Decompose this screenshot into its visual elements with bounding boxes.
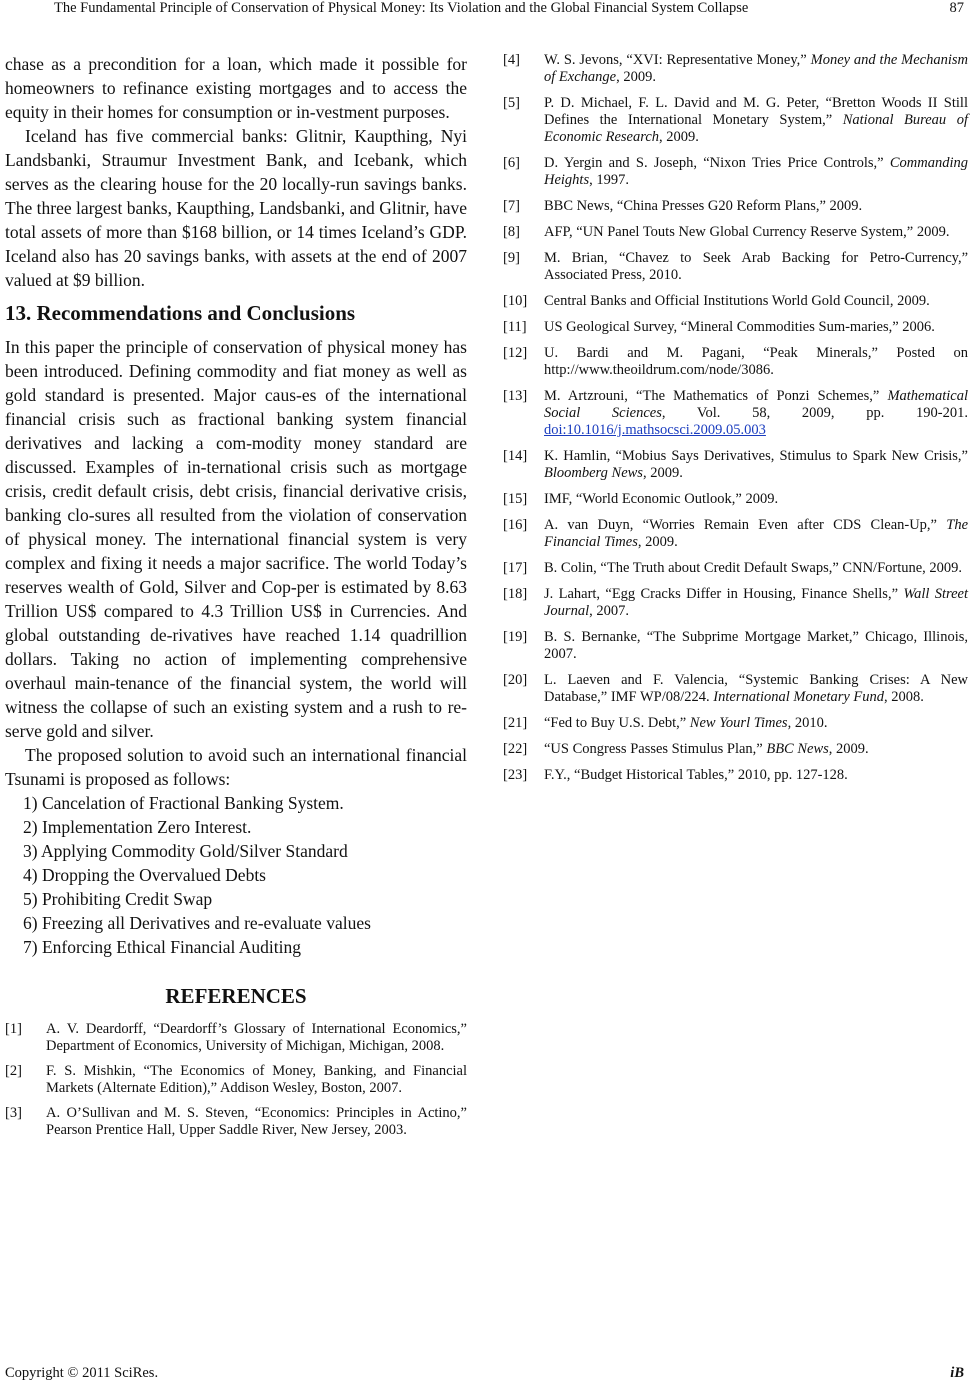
reference-text — [544, 345, 968, 379]
reference-item — [503, 198, 968, 215]
doi-link[interactable]: doi:10.1016/j.mathsocsci.2009.05.003 — [544, 422, 766, 438]
reference-text — [544, 52, 968, 86]
reference-segment: IMF, “World Economic Outlook,” 2009. — [544, 491, 779, 507]
reference-item — [5, 1105, 467, 1139]
reference-segment: , 2009. — [637, 534, 678, 550]
reference-item — [503, 629, 968, 663]
reference-segment: “Fed to Buy U.S. Debt,” — [544, 715, 690, 731]
recommendation-item: 6) Freezing all Derivatives and re-evaluate values — [23, 913, 371, 933]
reference-text — [544, 155, 968, 189]
reference-number: [14] — [503, 448, 528, 464]
journal-abbrev: iB — [950, 1365, 964, 1381]
reference-item — [503, 517, 968, 551]
reference-segment: , 2010. — [787, 715, 828, 731]
reference-item — [503, 491, 968, 508]
reference-source: Wall Street Journal — [544, 586, 968, 619]
body-paragraph: Iceland has five commercial banks: Glitnir, Kaupthing, Nyi Landsbanki, Straumur Investment Bank, and Icebank, which serves as the clearing house for the 20 locally-run savings banks. The three largest banks, Kaupthing, Landsbanki, and Glitnir, have total assets of more than $168 billion, or 14 times Iceland’s GDP. Iceland also has 20 savings banks, with assets at the end of 2007 valued at $9 billion. — [5, 126, 467, 290]
reference-item — [503, 345, 968, 379]
reference-item — [503, 52, 968, 86]
reference-segment: , 2009. — [642, 465, 683, 481]
reference-text — [46, 1105, 467, 1139]
reference-text — [544, 224, 968, 241]
reference-item — [503, 224, 968, 241]
reference-number: [2] — [5, 1063, 22, 1079]
reference-segment: W. S. Jevons, “XVI: Representative Money,” — [544, 52, 811, 68]
reference-number: [19] — [503, 629, 528, 645]
left-column — [5, 52, 467, 1147]
reference-number: [4] — [503, 52, 520, 68]
reference-item — [503, 715, 968, 732]
reference-number: [7] — [503, 198, 520, 214]
recommendation-item: 1) Cancelation of Fractional Banking System. — [23, 793, 344, 813]
recommendation-item: 5) Prohibiting Credit Swap — [23, 889, 213, 909]
reference-item — [503, 560, 968, 577]
reference-number: [16] — [503, 517, 528, 533]
reference-text — [544, 715, 968, 732]
reference-source: The Financial Times — [544, 517, 968, 550]
reference-number: [12] — [503, 345, 528, 361]
reference-item — [503, 95, 968, 146]
recommendation-item: 3) Applying Commodity Gold/Silver Standard — [23, 841, 348, 861]
reference-segment: K. Hamlin, “Mobius Says Derivatives, Stimulus to Spark New Crisis,” — [544, 448, 968, 464]
reference-number: [5] — [503, 95, 520, 111]
running-header — [0, 0, 975, 20]
reference-item — [503, 586, 968, 620]
reference-source: Bloomberg News — [544, 465, 643, 481]
references-list-right — [503, 52, 968, 784]
reference-segment: BBC News, “China Presses G20 Reform Plans,” 2009. — [544, 198, 863, 214]
references-list-left — [5, 1021, 467, 1139]
reference-text — [544, 741, 968, 758]
references-heading: REFERENCES — [165, 984, 307, 1008]
reference-segment: M. Artzrouni, “The Mathematics of Ponzi Schemes,” — [544, 388, 888, 404]
reference-text — [46, 1063, 467, 1097]
reference-text — [46, 1021, 467, 1055]
reference-text — [544, 388, 968, 439]
reference-text — [544, 517, 968, 551]
reference-segment: , Vol. 58, 2009, pp. 190-201. — [661, 405, 968, 421]
reference-number: [18] — [503, 586, 528, 602]
recommendation-item: 4) Dropping the Overvalued Debts — [23, 865, 266, 885]
reference-segment: J. Lahart, “Egg Cracks Differ in Housing, Finance Shells,” — [544, 586, 904, 602]
recommendation-item: 2) Implementation Zero Interest. — [23, 817, 252, 837]
copyright-notice: Copyright © 2011 SciRes. — [5, 1365, 159, 1381]
reference-text — [544, 95, 968, 146]
reference-segment: , 2009. — [616, 69, 656, 85]
reference-item — [503, 448, 968, 482]
reference-item — [5, 1063, 467, 1097]
reference-text — [544, 767, 968, 784]
right-column — [503, 52, 968, 793]
reference-source: National Bureau of Economic Research — [544, 112, 968, 145]
reference-item — [503, 319, 968, 336]
reference-source: New Yourl Times — [689, 715, 788, 731]
reference-text — [544, 198, 968, 215]
reference-item — [503, 672, 968, 706]
body-paragraph: In this paper the principle of conservation of physical money has been introduced. Defining commodity and fiat money as well as gold standard is presented. Major caus-es of the international financial crisis such as fractional banking system financial derivatives and lacking a com-modity money standard are discussed. Examples of in-ternational crisis such as mortgage crisis, credit default crisis, debt crisis, financial derivative crisis, banking clo-sures all resulted from the violation of conservation of physical money. The international financial system is very complex and fixing it needs a major sacrifice. The world Today’s reserves wealth of Gold, Silver and Cop-per is estimated by 8.63 Trillion US$ compared to 4.3 Trillion US$ in Currencies. And global outstanding de-rivatives have reached 1.14 quadrillion dollars. Taking no action of implementing comprehensive overhaul main-tenance of the financial system, the world will witness the collapse of such an existing system and a rush to re-serve gold and silver. — [5, 337, 467, 741]
reference-number: [1] — [5, 1021, 22, 1037]
page-number: 87 — [949, 0, 964, 16]
reference-source: International Monetary Fund — [713, 689, 885, 705]
reference-item — [503, 388, 968, 439]
reference-text — [544, 448, 968, 482]
reference-number: [9] — [503, 250, 520, 266]
reference-text — [544, 293, 968, 310]
reference-segment: A. van Duyn, “Worries Remain Even after CDS Clean-Up,” — [544, 517, 947, 533]
reference-segment: , 2007. — [589, 603, 629, 619]
reference-segment: US Geological Survey, “Mineral Commodities Sum-maries,” 2006. — [544, 319, 935, 335]
body-paragraph: The proposed solution to avoid such an international financial Tsunami is proposed as follows: — [5, 745, 467, 789]
reference-item — [503, 155, 968, 189]
reference-number: [8] — [503, 224, 520, 240]
reference-segment: B. S. Bernanke, “The Subprime Mortgage Market,” Chicago, Illinois, 2007. — [544, 629, 968, 662]
reference-number: [11] — [503, 319, 527, 335]
reference-text — [544, 250, 968, 284]
reference-item — [503, 293, 968, 310]
reference-number: [13] — [503, 388, 528, 404]
reference-number: [6] — [503, 155, 520, 171]
reference-segment: D. Yergin and S. Joseph, “Nixon Tries Price Controls,” — [544, 155, 890, 171]
reference-number: [15] — [503, 491, 528, 507]
reference-segment: L. Laeven and F. Valencia, “Systemic Banking Crises: A New Database,” IMF WP/08/224. — [544, 672, 968, 705]
reference-segment: , 2009. — [828, 741, 869, 757]
section-heading: 13. Recommendations and Conclusions — [5, 301, 356, 325]
recommendation-item: 7) Enforcing Ethical Financial Auditing — [23, 937, 301, 957]
reference-text — [544, 560, 968, 577]
reference-number: [22] — [503, 741, 528, 757]
reference-segment: A. V. Deardorff, “Deardorff’s Glossary of International Economics,” Department of Economics, University of Michigan, Michigan, 2008. — [46, 1021, 467, 1054]
reference-segment: U. Bardi and M. Pagani, “Peak Minerals,” Posted on http://www.theoildrum.com/node/3086. — [544, 345, 968, 378]
reference-number: [17] — [503, 560, 528, 576]
recommendations-list — [5, 791, 467, 959]
reference-segment: A. O’Sullivan and M. S. Steven, “Economics: Principles in Actino,” Pearson Prentice Hall, Upper Saddle River, New Jersey, 2003. — [46, 1105, 467, 1138]
reference-source: Mathematical Social Sciences — [544, 388, 968, 421]
reference-segment: AFP, “UN Panel Touts New Global Currency Reserve System,” 2009. — [544, 224, 950, 240]
reference-source: Money and the Mechanism of Exchange — [544, 52, 968, 85]
reference-segment: , 2008. — [884, 689, 924, 705]
reference-item — [503, 250, 968, 284]
reference-number: [23] — [503, 767, 528, 783]
reference-segment: M. Brian, “Chavez to Seek Arab Backing for Petro-Currency,” Associated Press, 2010. — [544, 250, 968, 283]
reference-number: [20] — [503, 672, 528, 688]
reference-segment: F. S. Mishkin, “The Economics of Money, Banking, and Financial Markets (Alternate Edition),” Addison Wesley, Boston, 2007. — [46, 1063, 467, 1096]
reference-text — [544, 319, 968, 336]
reference-number: [10] — [503, 293, 528, 309]
reference-segment: P. D. Michael, F. L. David and M. G. Peter, “Bretton Woods II Still Defines the International Monetary System,” — [544, 95, 968, 128]
body-paragraph: chase as a precondition for a loan, which made it possible for homeowners to refinance existing mortgages and to access the equity in their homes for consumption or in-vestment purposes. — [5, 54, 467, 122]
reference-text — [544, 491, 968, 508]
reference-item — [503, 767, 968, 784]
reference-segment: B. Colin, “The Truth about Credit Default Swaps,” CNN/Fortune, 2009. — [544, 560, 963, 576]
reference-segment: , 1997. — [589, 172, 629, 188]
reference-text — [544, 586, 968, 620]
reference-segment: F.Y., “Budget Historical Tables,” 2010, pp. 127-128. — [544, 767, 848, 783]
reference-number: [21] — [503, 715, 528, 731]
reference-segment: Central Banks and Official Institutions World Gold Council, 2009. — [544, 293, 930, 309]
reference-item — [503, 741, 968, 758]
reference-text — [544, 672, 968, 706]
running-title: The Fundamental Principle of Conservation of Physical Money: Its Violation and the Global Financial System Collapse — [54, 0, 749, 16]
reference-item — [5, 1021, 467, 1055]
reference-segment: , 2009. — [659, 129, 699, 145]
reference-text — [544, 629, 968, 663]
reference-source: BBC News — [766, 741, 829, 757]
reference-source: Commanding Heights — [544, 155, 968, 188]
reference-segment: “US Congress Passes Stimulus Plan,” — [544, 741, 767, 757]
reference-number: [3] — [5, 1105, 22, 1121]
